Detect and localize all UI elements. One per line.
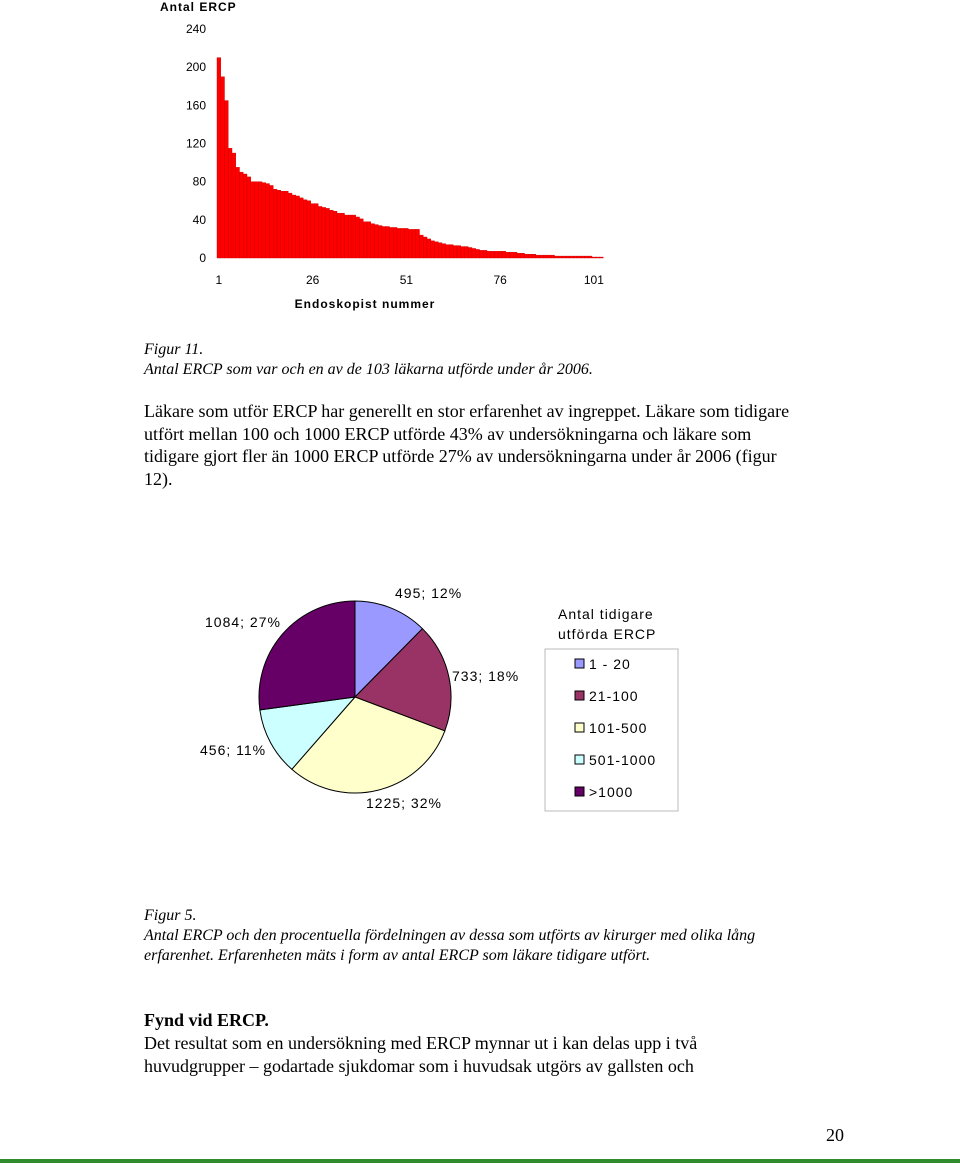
bar [472,248,476,258]
pie-legend [545,606,678,811]
legend-label: 1 - 20 [589,656,631,672]
figure-11-caption [144,340,904,380]
paragraph-line: tidigare gjort fler än 1000 ERCP utförde 27% av undersökningarna under år 2006 (figur [144,446,777,466]
bar [513,252,517,258]
bar [491,251,495,258]
bar [217,58,221,258]
bar [476,249,480,258]
legend-swatch [575,691,584,700]
figure-5-caption [144,906,934,966]
paragraph-line: utfört mellan 100 och 1000 ERCP utförde 43% av undersökningarna och läkare som [144,423,752,444]
bar [465,247,469,258]
slice-label-gt-1000: 1084; 27% [205,614,281,630]
bar [266,184,270,258]
bar [281,191,285,258]
bar [461,247,465,258]
figure-11-text: Antal ERCP som var och en av de 103 läkarna utförde under år 2006. [144,361,593,378]
bar [228,148,232,258]
bar [375,225,379,258]
bar [506,252,510,258]
bar [521,253,525,258]
section-line: huvudgrupper – godartade sjukdomar som i huvudsak utgörs av gallsten och [144,1055,694,1076]
bar [536,255,540,258]
x-tick-label: 1 [215,273,223,287]
bar [393,227,397,258]
x-tick-label: 76 [493,273,507,287]
bar [600,257,604,258]
bar [573,256,577,258]
bar [277,190,281,258]
bar [408,229,412,258]
y-tick-label: 200 [185,60,206,75]
bar [555,256,559,258]
bar [570,256,574,258]
bar [348,215,352,258]
bar [303,200,307,258]
y-tick-label: 240 [185,22,206,36]
bar [577,256,581,258]
section-line: Det resultat som en undersökning med ERCP mynnar ut i kan delas upp i två [144,1033,698,1053]
bar [382,227,386,258]
figure-11-label: Figur 11. [144,341,204,358]
bar [468,248,472,258]
bar [397,228,401,258]
bar [288,193,292,258]
bar [345,215,349,258]
y-tick-label: 40 [192,212,206,227]
bar [378,226,382,258]
legend-swatch [575,723,584,732]
bar [588,256,592,258]
bar [543,255,547,258]
bar [247,177,251,258]
bar [240,172,244,258]
bar [352,215,356,258]
bar [243,174,247,258]
bar [592,257,596,258]
bar [431,241,435,258]
y-tick-label: 80 [192,174,206,189]
bar [315,204,319,258]
bar [330,210,334,258]
bar [498,251,502,258]
bar [363,222,367,258]
slice-label-21-100: 733; 18% [452,668,520,684]
bar [405,228,409,258]
y-axis-title: Antal ERCP [160,0,237,14]
bar [547,255,551,258]
x-tick-label: 26 [305,273,320,287]
bar [337,213,341,258]
legend-swatch [575,755,584,764]
bar [480,250,484,258]
legend-label: 21-100 [589,688,639,704]
bar [356,217,360,258]
bar [322,207,326,258]
paragraph-line: 12). [144,468,173,489]
bar [502,251,506,258]
bar [255,182,259,258]
legend-label: 501-1000 [589,752,657,768]
bar [487,251,491,258]
bar [420,235,424,258]
footer-rule [0,1159,960,1163]
bar [540,255,544,258]
paragraph-line: Läkare som utför ERCP har generellt en stor erfarenhet av ingreppet. Läkare som tidigare [144,401,790,421]
section-heading: Fynd vid ERCP. [144,1010,269,1030]
bar [438,243,442,258]
bar [442,244,446,258]
bar [423,237,427,258]
slice-label-501-1000: 456; 11% [200,742,267,758]
legend-swatch [575,787,584,796]
bar [251,182,255,258]
bar [596,257,600,258]
x-tick-label: 51 [399,273,414,287]
bar [412,229,416,258]
figure-5-text-line: erfarenhet. Erfarenheten mäts i form av antal ERCP som läkare tidigare utfört. [144,947,651,964]
bar [510,252,514,258]
body-paragraph [144,400,924,490]
slice-label-101-500: 1225; 32% [366,795,442,811]
bar [532,254,536,258]
legend-title-line-1: Antal tidigare [558,606,654,622]
bar [427,239,431,258]
slice-label-1-20: 495; 12% [395,585,463,601]
bar [285,191,289,258]
bar [435,242,439,258]
bar [225,101,229,258]
legend-title-line-2: utförda ERCP [558,626,657,642]
x-tick-label: 101 [583,273,604,287]
bar [300,198,304,258]
bar [390,227,394,258]
bar [495,251,499,258]
bar [296,196,300,258]
bar [558,256,562,258]
bar [318,206,322,258]
bar [483,250,487,258]
bar [446,245,450,258]
bar [236,167,240,258]
bar [333,211,337,258]
bar [262,183,266,258]
y-tick-label: 120 [185,136,206,151]
bar [416,229,420,258]
bar [360,219,364,258]
section-body [144,1032,924,1077]
bar [517,253,521,258]
bar [292,195,296,258]
legend-label: >1000 [589,784,634,800]
pie-chart [0,570,960,830]
bar [221,77,225,258]
bar-chart [0,0,960,320]
bar [528,254,532,258]
y-tick-label: 0 [199,251,206,265]
bar [585,256,589,258]
figure-5-label: Figur 5. [144,907,197,924]
bar [453,246,457,258]
figure-5-text-line: Antal ERCP och den procentuella fördelningen av dessa som utförts av kirurger med olika lång [144,927,756,944]
bar [258,182,262,258]
bar [307,201,311,258]
bar [270,185,274,258]
bar [562,256,566,258]
bar [581,256,585,258]
bar [232,153,236,258]
bar [401,228,405,258]
bar [525,254,529,258]
bar [341,213,345,258]
bar [371,224,375,258]
bar [566,256,570,258]
bar [551,255,555,258]
bar [273,189,277,258]
bar [450,245,454,258]
bar [326,208,330,258]
bar [386,227,390,258]
bar [367,222,371,258]
bar [311,204,315,258]
legend-label: 101-500 [589,720,648,736]
bar [457,246,461,258]
legend-swatch [575,659,584,668]
page-number: 20 [826,1125,844,1145]
x-axis-title: Endoskopist nummer [294,297,436,311]
y-tick-label: 160 [185,98,206,113]
